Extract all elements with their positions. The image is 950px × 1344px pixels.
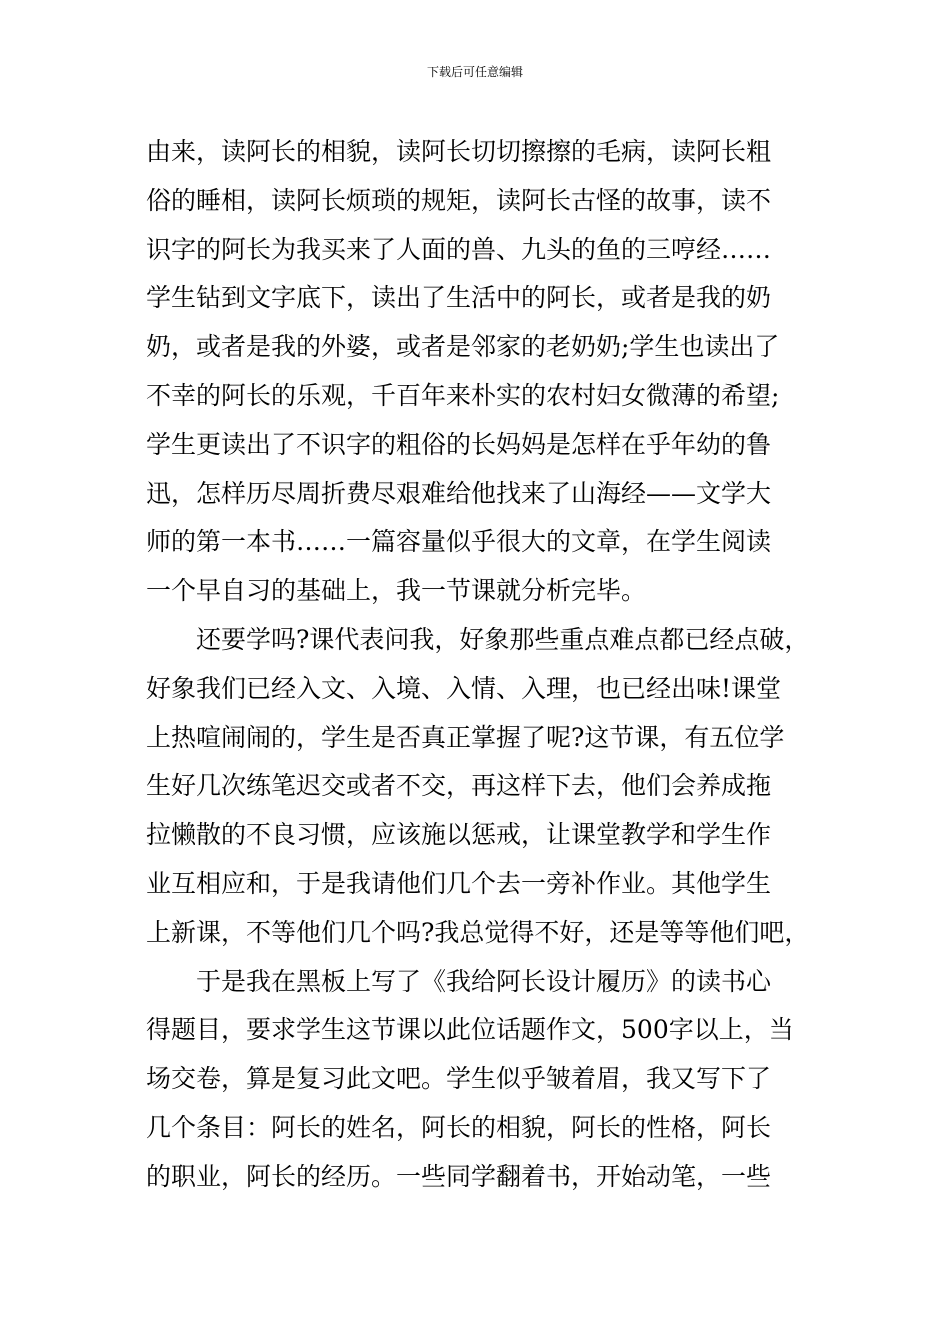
text-line: 由来，读阿长的相貌，读阿长切切擦擦的毛病，读阿长粗: [146, 137, 772, 166]
page-header: 下载后可任意编辑: [426, 65, 523, 79]
text-line: 识字的阿长为我买来了人面的兽、九头的鱼的三哼经……: [146, 234, 772, 264]
text-line: 业互相应和，于是我请他们几个去一旁补作业。其他学生: [146, 868, 772, 898]
text-line: 的职业，阿长的经历。一些同学翻着书，开始动笔，一些: [146, 1161, 772, 1191]
text-line: 好象我们已经入文、入境、入情、入理，也已经出味!课堂: [146, 673, 782, 703]
text-line: 得题目，要求学生这节课以此位话题作文，500字以上，当: [146, 1015, 794, 1045]
text-line: 师的第一本书……一篇容量似乎很大的文章，在学生阅读: [146, 527, 772, 557]
text-line: 还要学吗?课代表问我，好象那些重点难点都已经点破，: [146, 624, 810, 654]
text-line: 奶，或者是我的外婆，或者是邻家的老奶奶;学生也读出了: [146, 332, 780, 362]
text-line: 不幸的阿长的乐观，千百年来朴实的农村妇女微薄的希望;: [146, 380, 780, 410]
text-line: 几个条目：阿长的姓名，阿长的相貌，阿长的性格，阿长: [146, 1112, 772, 1142]
text-line: 生好几次练笔迟交或者不交，再这样下去，他们会养成拖: [146, 771, 772, 801]
text-line: 学生更读出了不识字的粗俗的长妈妈是怎样在乎年幼的鲁: [146, 429, 772, 459]
text-line: 拉懒散的不良习惯，应该施以惩戒，让课堂教学和学生作: [146, 820, 772, 850]
text-line: 一个早自习的基础上，我一节课就分析完毕。: [146, 576, 647, 606]
text-line: 俗的睡相，读阿长烦琐的规矩，读阿长古怪的故事，读不: [146, 185, 772, 215]
text-line: 上新课，不等他们几个吗?我总觉得不好，还是等等他们吧，: [146, 917, 810, 947]
text-line: 上热喧闹闹的，学生是否真正掌握了呢?这节课，有五位学: [146, 722, 785, 752]
text-line: 于是我在黑板上写了《我给阿长设计履历》的读书心: [146, 966, 772, 996]
text-line: 场交卷，算是复习此文吧。学生似乎皱着眉，我又写下了: [146, 1064, 772, 1094]
text-line: 迅，怎样历尽周折费尽艰难给他找来了山海经——文学大: [146, 478, 772, 508]
body-text: [146, 128, 810, 1202]
text-line: 学生钻到文字底下，读出了生活中的阿长，或者是我的奶: [146, 283, 772, 313]
